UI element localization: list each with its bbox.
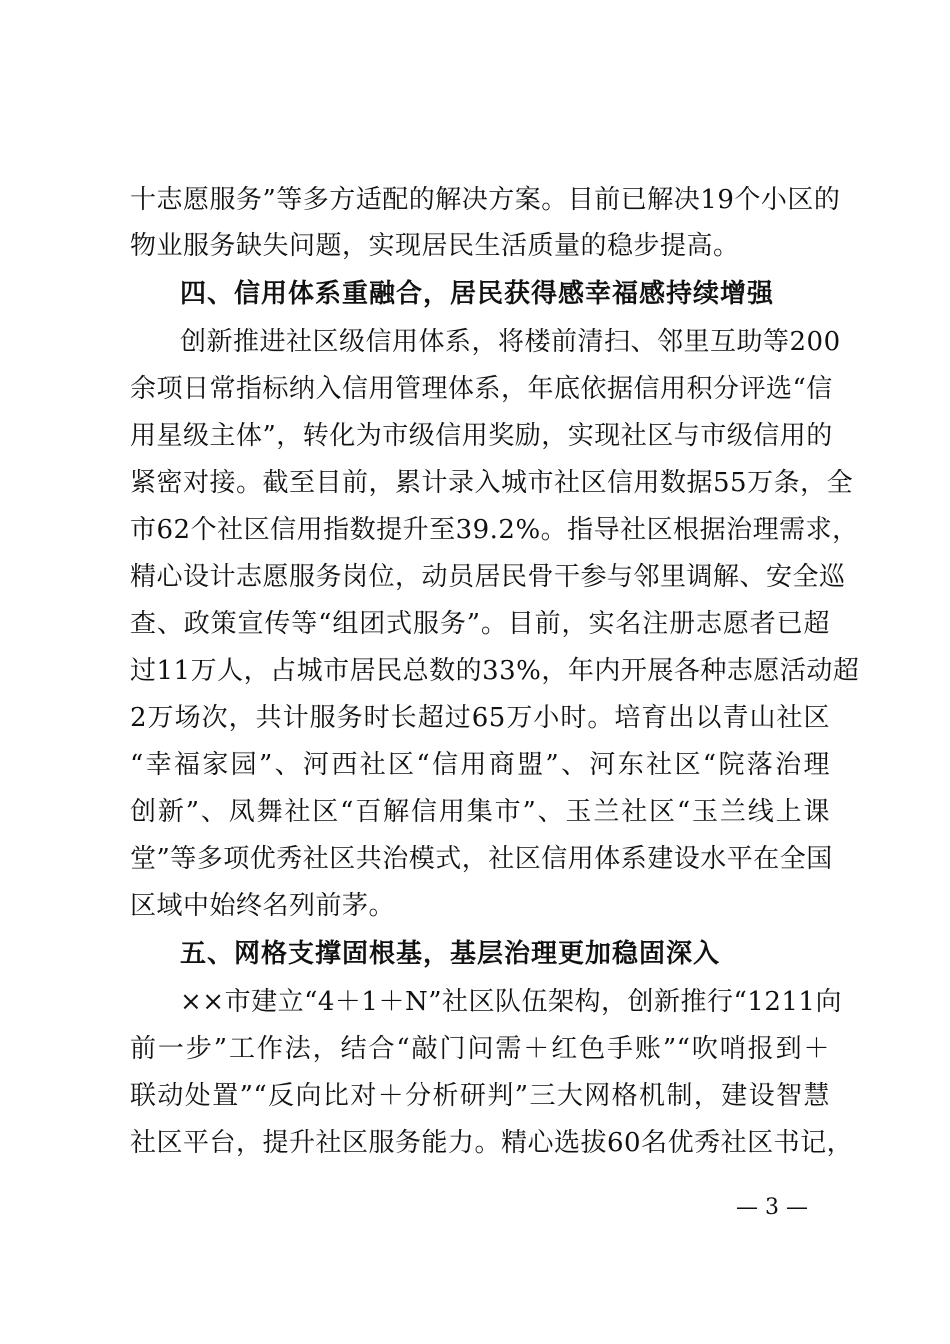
page-number: — 3 — bbox=[736, 1195, 808, 1220]
paragraph-line: 过11万人，占城市居民总数的33%，年内开展各种志愿活动超 bbox=[130, 656, 860, 686]
section-heading-5: 五、网格支撑固根基，基层治理更加稳固深入 bbox=[180, 939, 721, 969]
paragraph-line: 区域中始终名列前茅。 bbox=[130, 891, 396, 921]
paragraph-line: 用星级主体”，转化为市级信用奖励，实现社区与市级信用的 bbox=[130, 421, 833, 451]
paragraph-line: “幸福家园”、河西社区“信用商盟”、河东社区“院落治理 bbox=[130, 750, 830, 780]
paragraph-line: 创新推进社区级信用体系，将楼前清扫、邻里互助等200 bbox=[180, 327, 841, 357]
paragraph-line: 余项日常指标纳入信用管理体系，年底依据信用积分评选“信 bbox=[130, 374, 833, 404]
paragraph-line: 物业服务缺失问题，实现居民生活质量的稳步提高。 bbox=[130, 231, 740, 261]
paragraph-line: 十志愿服务”等多方适配的解决方案。目前已解决19个小区的 bbox=[130, 185, 841, 215]
paragraph-line: 市62个社区信用指数提升至39.2%。指导社区根据治理需求， bbox=[130, 515, 859, 545]
paragraph-line: ××市建立“4＋1＋N”社区队伍架构，创新推行“1211向 bbox=[180, 987, 842, 1017]
paragraph-line: 前一步”工作法，结合“敲门问需＋红色手账”“吹哨报到＋ bbox=[130, 1034, 830, 1064]
paragraph-line: 精心设计志愿服务岗位，动员居民骨干参与邻里调解、安全巡 bbox=[130, 562, 846, 592]
paragraph-line: 联动处置”“反向比对＋分析研判”三大网格机制，建设智慧 bbox=[130, 1081, 830, 1111]
paragraph-line: 堂”等多项优秀社区共治模式，社区信用体系建设水平在全国 bbox=[130, 844, 833, 874]
paragraph-line: 创新”、凤舞社区“百解信用集市”、玉兰社区“玉兰线上课 bbox=[130, 797, 830, 827]
section-heading-4: 四、信用体系重融合，居民获得感幸福感持续增强 bbox=[180, 279, 775, 309]
paragraph-line: 紧密对接。截至目前，累计录入城市社区信用数据55万条，全 bbox=[130, 468, 854, 498]
paragraph-line: 2万场次，共计服务时长超过65万小时。培育出以青山社区 bbox=[130, 703, 830, 733]
paragraph-line: 社区平台，提升社区服务能力。精心选拔60名优秀社区书记， bbox=[130, 1128, 854, 1158]
paragraph-line: 查、政策宣传等“组团式服务”。目前，实名注册志愿者已超 bbox=[130, 609, 830, 639]
